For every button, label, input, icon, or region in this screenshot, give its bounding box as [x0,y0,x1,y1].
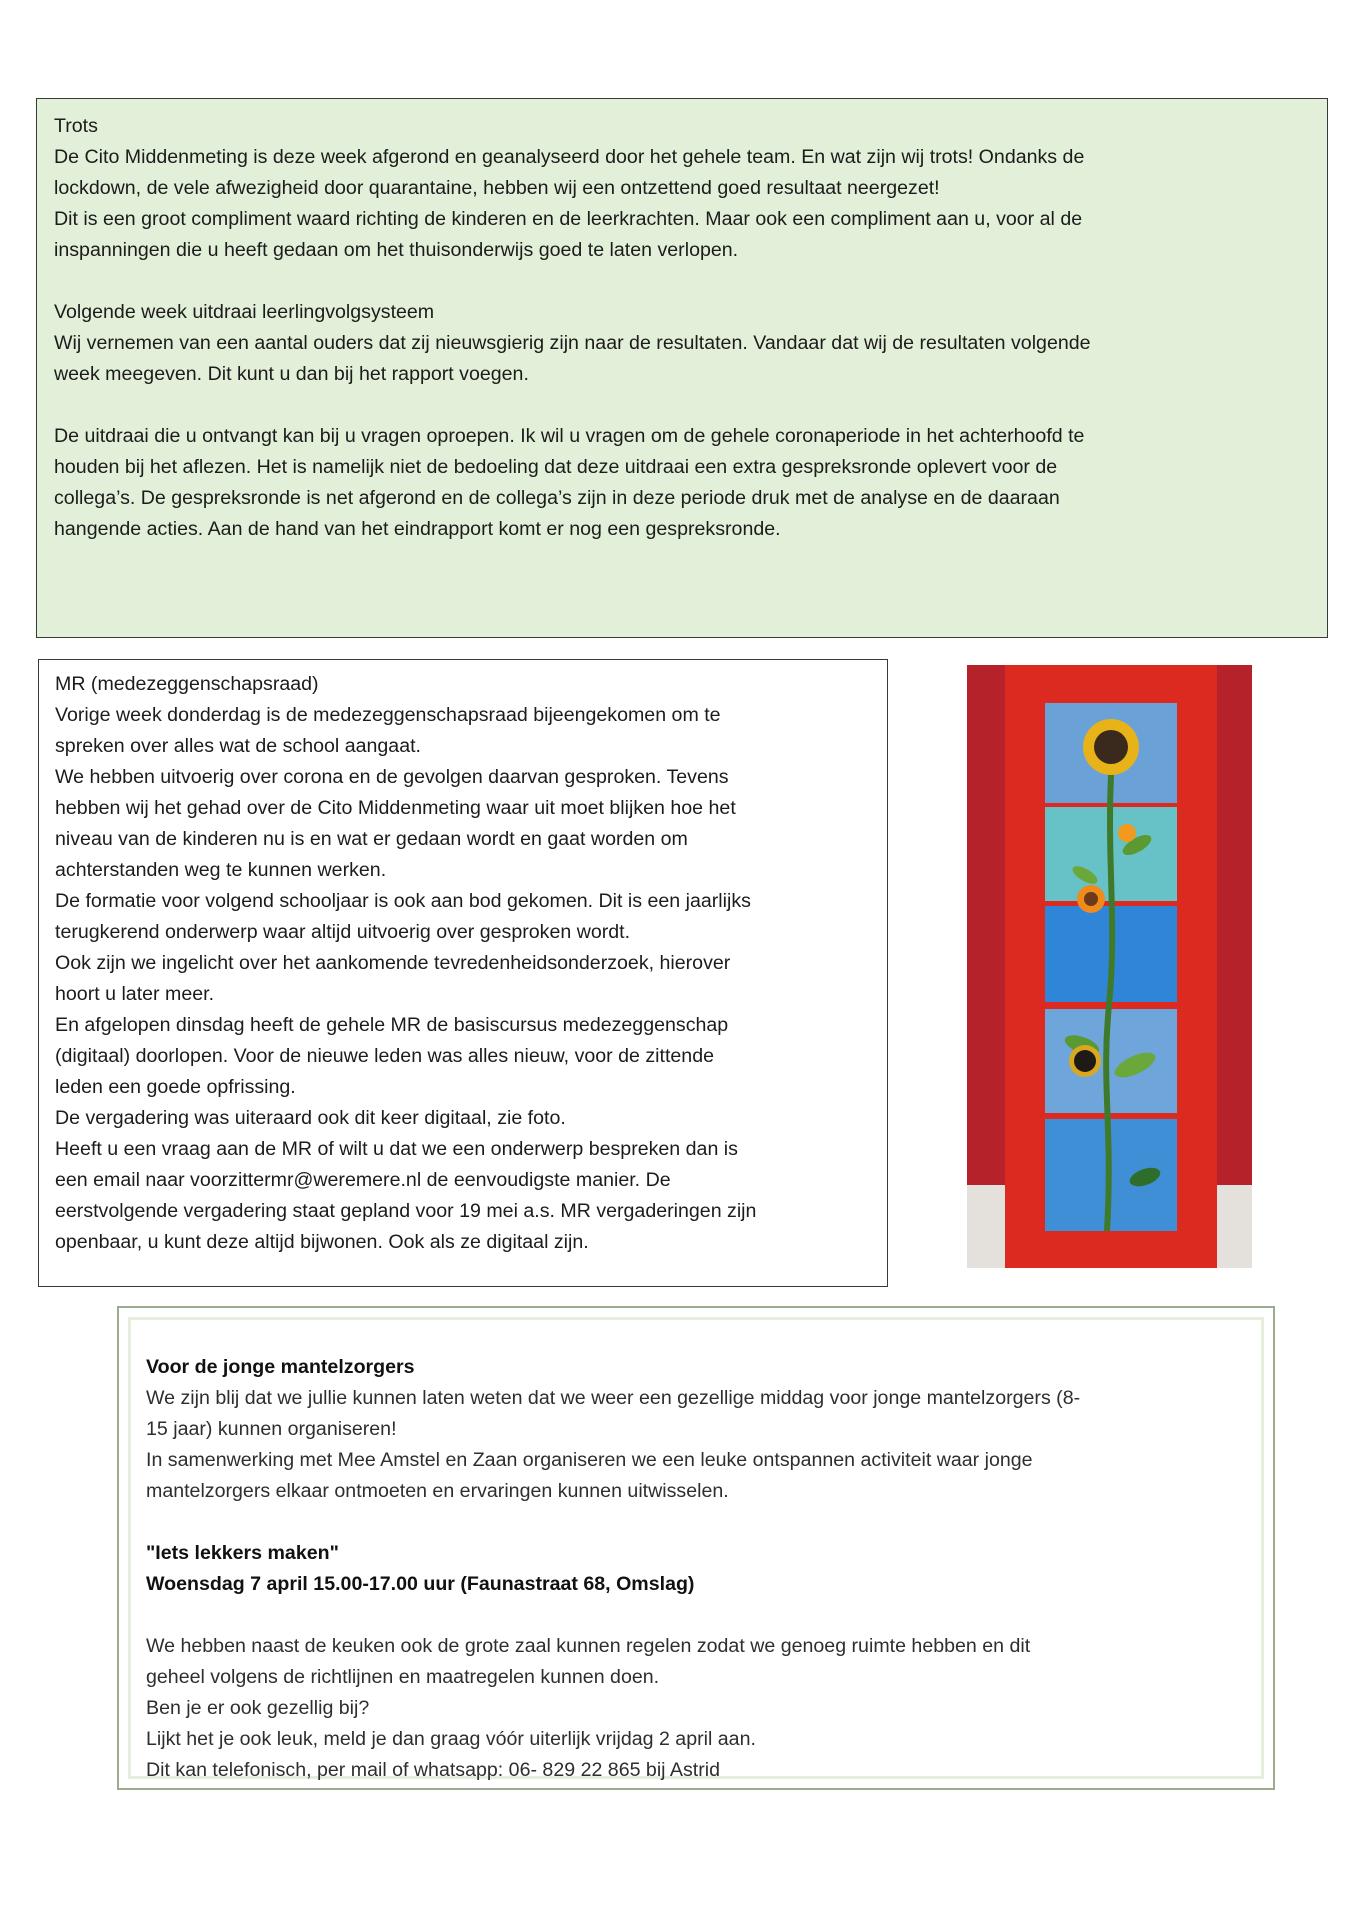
paragraph-line: lockdown, de vele afwezigheid door quarantaine, hebben wij een ontzettend goed resultaat neergezet! [54,177,940,199]
paragraph-line: week meegeven. Dit kunt u dan bij het rapport voegen. [54,363,529,385]
paragraph-line: mantelzorgers elkaar ontmoeten en ervaringen kunnen uitwisselen. [146,1480,729,1502]
paragraph-line: De formatie voor volgend schooljaar is ook aan bod gekomen. Dit is een jaarlijks [55,890,751,912]
leerlingvolgsysteem-title: Volgende week uitdraai leerlingvolgsysteem [54,301,435,323]
paragraph-line: Vorige week donderdag is de medezeggenschapsraad bijeengekomen om te [55,704,721,726]
paragraph-line: Ben je er ook gezellig bij? [146,1697,370,1719]
mantelzorgers-section [117,1306,1275,1790]
paragraph-line: hoort u later meer. [55,983,215,1005]
mr-title: MR (medezeggenschapsraad) [55,673,319,695]
mantelzorgers-title: Voor de jonge mantelzorgers [146,1356,415,1378]
paragraph-line: De vergadering was uiteraard ook dit keer digitaal, zie foto. [55,1107,566,1129]
mantelzorgers-text [146,1352,1080,1786]
paragraph-line: Dit kan telefonisch, per mail of whatsapp: 06- 829 22 865 bij Astrid [146,1759,720,1781]
paragraph-line: eerstvolgende vergadering staat gepland voor 19 mei a.s. MR vergaderingen zijn [55,1200,757,1222]
paragraph-line: De uitdraai die u ontvangt kan bij u vragen oproepen. Ik wil u vragen om de gehele coronaperiode in het achterhoofd te [54,425,1085,447]
paragraph-line: Dit is een groot compliment waard richting de kinderen en de leerkrachten. Maar ook een compliment aan u, voor al de [54,208,1083,230]
paragraph-line: inspanningen die u heeft gedaan om het thuisonderwijs goed te laten verlopen. [54,239,739,261]
paragraph-line: hebben wij het gehad over de Cito Middenmeting waar uit moet blijken hoe het [55,797,736,819]
paragraph-line: achterstanden weg te kunnen werken. [55,859,387,881]
trots-title: Trots [54,115,98,137]
paragraph-line: spreken over alles wat de school aangaat. [55,735,421,757]
paragraph-line: niveau van de kinderen nu is en wat er gedaan wordt en gaat worden om [55,828,688,850]
spacer [54,390,1310,421]
paragraph-line: We hebben uitvoerig over corona en de gevolgen daarvan gesproken. Tevens [55,766,729,788]
paragraph-line: hangende acties. Aan de hand van het eindrapport komt er nog een gespreksronde. [54,518,781,540]
paragraph-line: Ook zijn we ingelicht over het aankomende tevredenheidsonderzoek, hierover [55,952,731,974]
paragraph-line: De Cito Middenmeting is deze week afgerond en geanalyseerd door het gehele team. En wat zijn wij trots! Ondanks de [54,146,1085,168]
paragraph-line: Lijkt het je ook leuk, meld je dan graag vóór uiterlijk vrijdag 2 april aan. [146,1728,756,1750]
paragraph-line: We zijn blij dat we jullie kunnen laten weten dat we weer een gezellige middag voor jonge mantelzorgers (8- [146,1387,1081,1409]
paragraph-line: leden een goede opfrissing. [55,1076,296,1098]
paragraph-line: Heeft u een vraag aan de MR of wilt u dat we een onderwerp bespreken dan is [55,1138,738,1160]
sunflower-artwork-photo [967,665,1252,1268]
paragraph-line: In samenwerking met Mee Amstel en Zaan organiseren we een leuke ontspannen activiteit waar jonge [146,1449,1033,1471]
paragraph-line: 15 jaar) kunnen organiseren! [146,1418,397,1440]
paragraph-line: terugkerend onderwerp waar altijd uitvoerig over gesproken wordt. [55,921,631,943]
paragraph-line: En afgelopen dinsdag heeft de gehele MR de basiscursus medezeggenschap [55,1014,729,1036]
event-date: Woensdag 7 april 15.00-17.00 uur (Faunastraat 68, Omslag) [146,1573,695,1595]
event-title: "Iets lekkers maken" [146,1542,339,1564]
paragraph-line: geheel volgens de richtlijnen en maatregelen kunnen doen. [146,1666,660,1688]
paragraph-line: (digitaal) doorlopen. Voor de nieuwe leden was alles nieuw, voor de zittende [55,1045,714,1067]
paragraph-line: Wij vernemen van een aantal ouders dat zij nieuwsgierig zijn naar de resultaten. Vandaar dat wij de resultaten volgende [54,332,1091,354]
mr-section [38,659,888,1287]
trots-section [36,98,1328,638]
paragraph-line: collega’s. De gespreksronde is net afgerond en de collega’s zijn in deze periode druk met de analyse en de daaraan [54,487,1060,509]
mantelzorgers-inner-frame [128,1317,1264,1779]
spacer [146,1600,1080,1631]
spacer [54,266,1310,297]
paragraph-line: We hebben naast de keuken ook de grote zaal kunnen regelen zodat we genoeg ruimte hebben en dit [146,1635,1031,1657]
spacer [146,1507,1080,1538]
paragraph-line: een email naar voorzittermr@weremere.nl de eenvoudigste manier. De [55,1169,671,1191]
paragraph-line: openbaar, u kunt deze altijd bijwonen. Ook als ze digitaal zijn. [55,1231,589,1253]
paragraph-line: houden bij het aflezen. Het is namelijk niet de bedoeling dat deze uitdraai een extra gespreksronde oplevert voor de [54,456,1058,478]
